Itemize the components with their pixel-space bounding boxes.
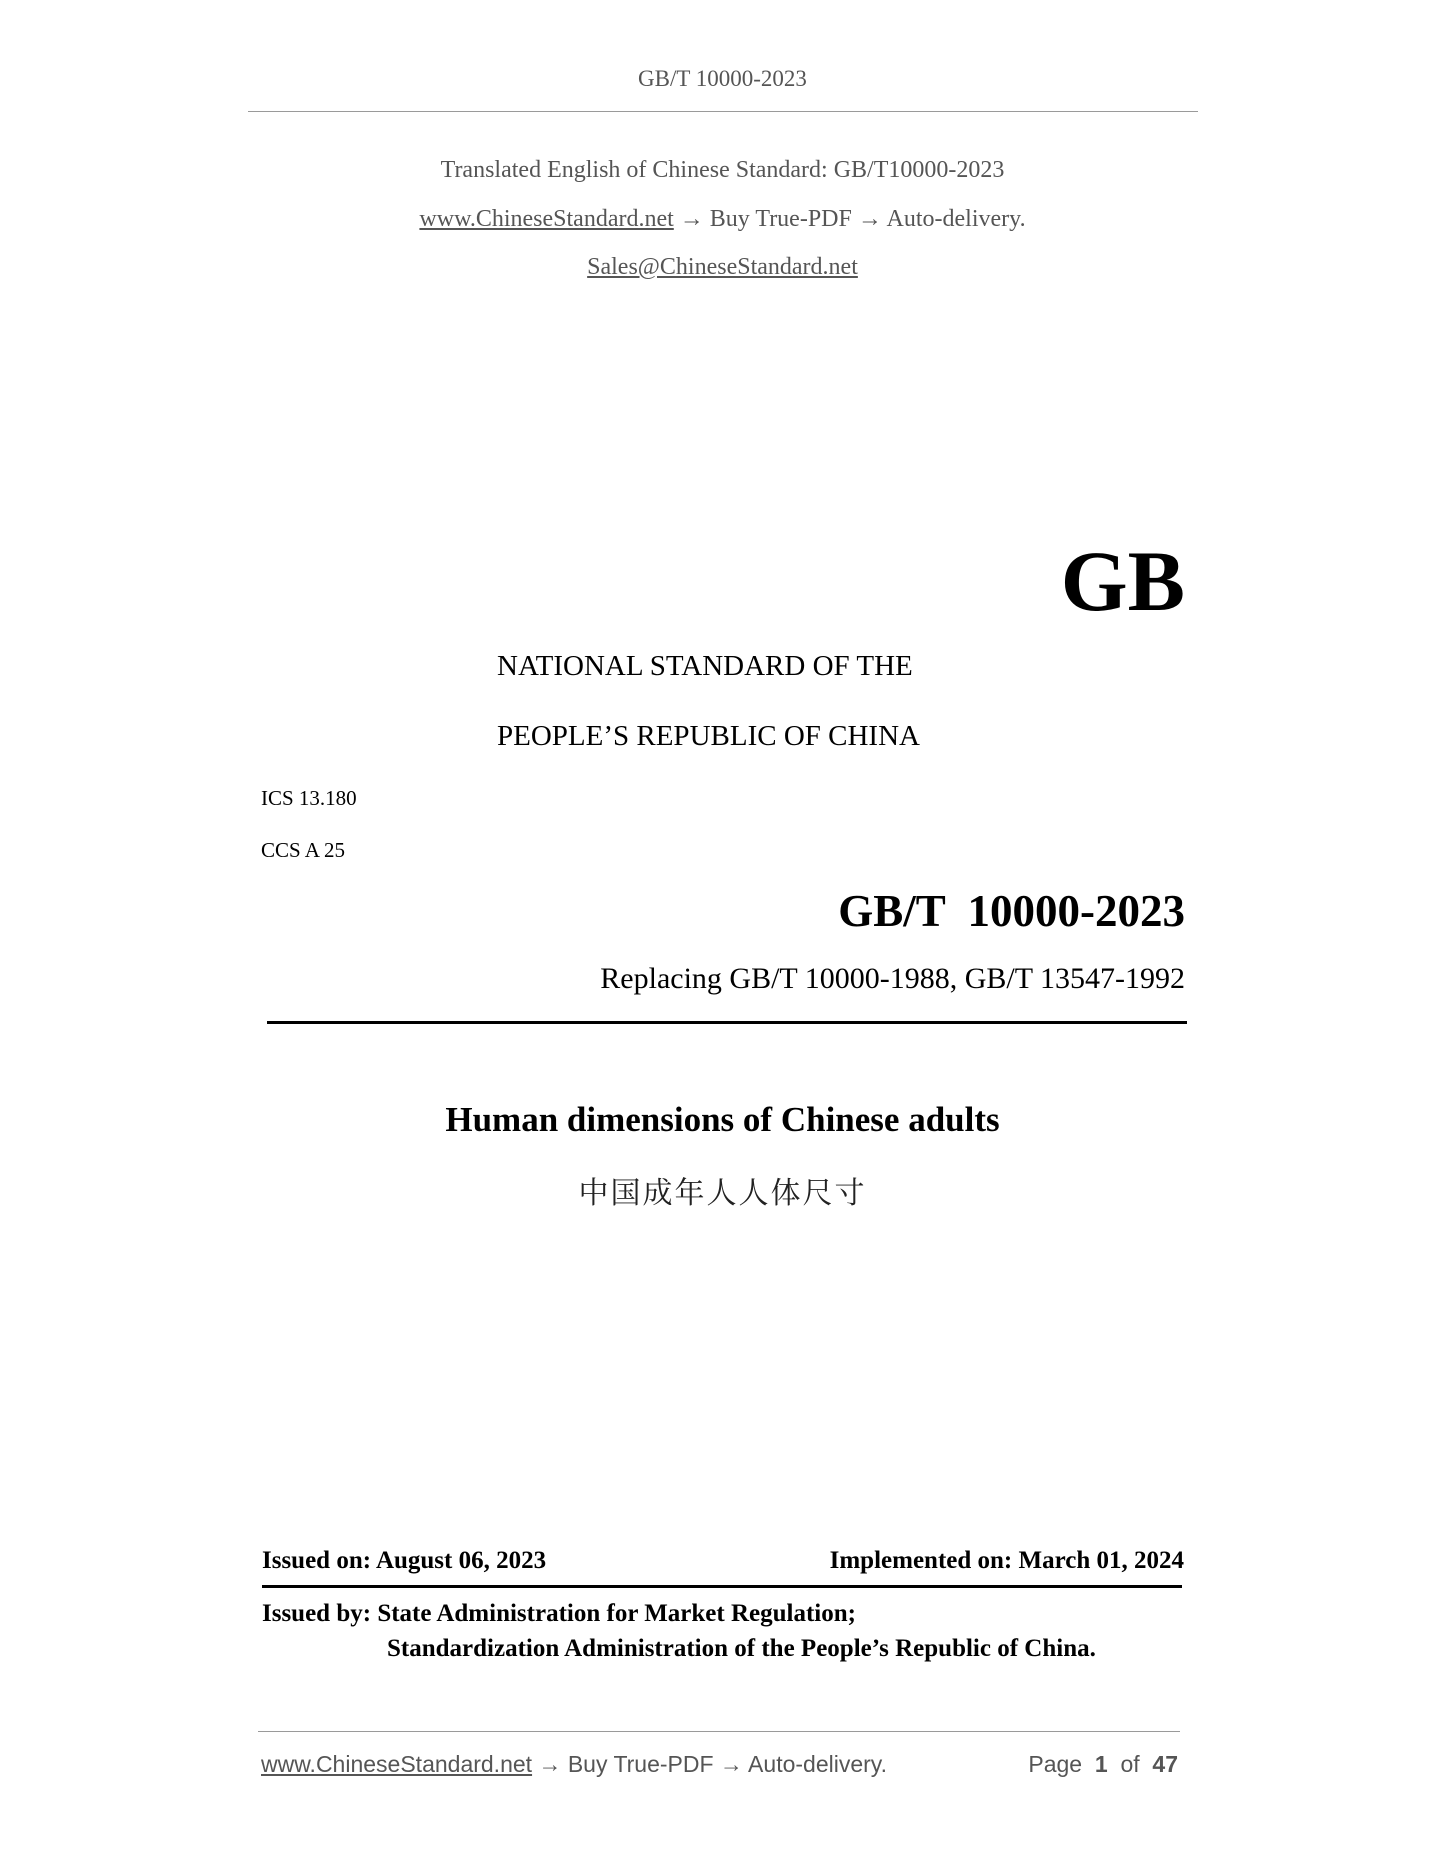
page-indicator <box>1028 1751 1178 1778</box>
page-of: of <box>1120 1751 1140 1777</box>
promo-text: → Buy True-PDF → Auto-delivery. <box>673 206 1026 232</box>
page-current: 1 <box>1094 1751 1108 1777</box>
footer-divider <box>258 1731 1180 1732</box>
page-label: Page <box>1028 1751 1083 1777</box>
issued-by-line-2: Standardization Administration of the People’s Republic of China. <box>387 1635 1096 1662</box>
national-standard-heading-2: PEOPLE’S REPUBLIC OF CHINA <box>497 720 920 752</box>
sales-line <box>0 254 1445 281</box>
issued-by-line-1: Issued by: State Administration for Market Regulation; <box>262 1600 856 1627</box>
page-total: 47 <box>1152 1751 1178 1777</box>
issued-on-date: Issued on: August 06, 2023 <box>262 1547 547 1574</box>
document-title-chinese: 中国成年人人体尺寸 <box>578 1176 867 1211</box>
footer-promo <box>261 1751 887 1778</box>
implemented-on-date: Implemented on: March 01, 2024 <box>829 1547 1184 1574</box>
replacing-standards: Replacing GB/T 10000-1988, GB/T 13547-1992 <box>600 962 1185 995</box>
ccs-code: CCS A 25 <box>261 838 346 862</box>
website-link[interactable]: www.ChineseStandard.net <box>419 206 674 232</box>
promo-line <box>0 206 1445 233</box>
running-header-title: GB/T 10000-2023 <box>638 66 807 91</box>
standard-number: GB/T 10000-2023 <box>838 886 1185 936</box>
issue-divider <box>262 1585 1182 1588</box>
footer-promo-text: → Buy True-PDF → Auto-delivery. <box>532 1751 887 1777</box>
sales-email-link[interactable]: Sales@ChineseStandard.net <box>587 254 858 280</box>
footer-website-link[interactable]: www.ChineseStandard.net <box>261 1751 533 1777</box>
ics-code: ICS 13.180 <box>261 786 357 810</box>
translated-notice: Translated English of Chinese Standard: GB/T10000-2023 <box>440 157 1005 183</box>
gb-logo-mark: GB <box>1060 533 1185 629</box>
national-standard-heading-1: NATIONAL STANDARD OF THE <box>497 650 913 682</box>
header-divider <box>248 111 1198 112</box>
title-divider <box>267 1021 1187 1024</box>
document-title-english: Human dimensions of Chinese adults <box>445 1100 1000 1139</box>
